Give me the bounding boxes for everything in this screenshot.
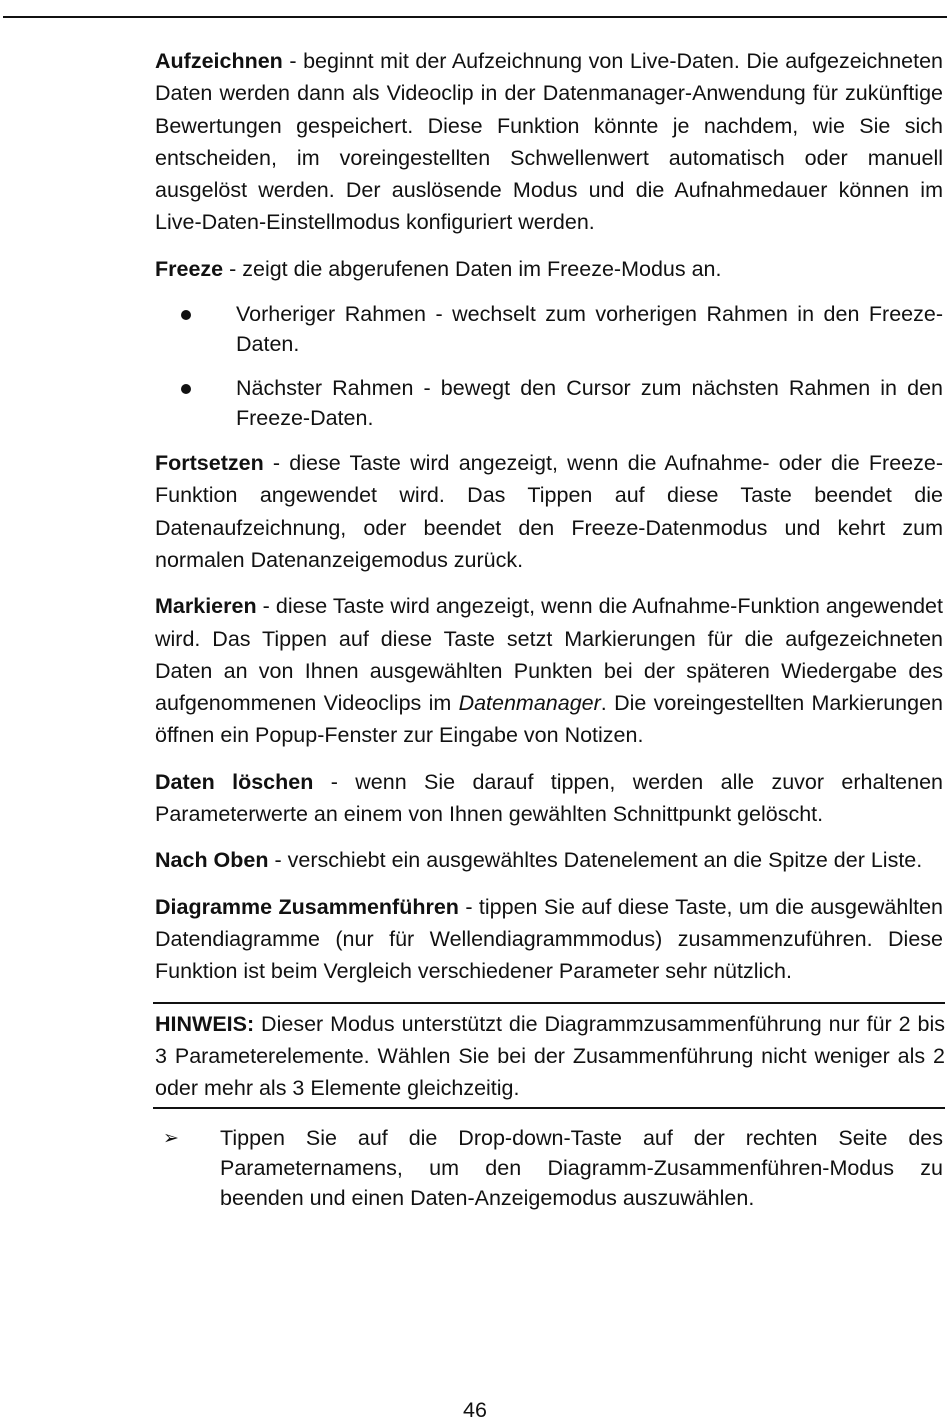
list-item [155, 373, 943, 433]
description-daten-loeschen: - wenn Sie darauf tippen, werden alle zuvor erhaltenen Parameterwerte an einem von Ihnen gewählten Schnittpunkt gelöscht. [155, 769, 944, 827]
arrow-list-item [155, 1123, 943, 1213]
page-content [155, 45, 943, 1213]
description-nach-oben: - verschiebt ein ausgewähltes Datenelement an die Spitze der Liste. [268, 848, 923, 873]
description-fortsetzen: - diese Taste wird angezeigt, wenn die Aufnahme- oder die Freeze-Funktion angewendet wird. Das Tippen auf diese Taste beendet die Datenaufzeichnung, oder beendet den Freeze-Datenmodus und kehrt zum normalen Datenanzeigemodus zurück. [155, 451, 943, 572]
freeze-bullet-list [155, 299, 943, 433]
page-number: 46 [463, 1398, 487, 1422]
top-rule [3, 16, 947, 18]
bullet-dot-icon [181, 310, 191, 320]
paragraph-daten-loeschen [155, 766, 943, 831]
note-box [153, 1002, 945, 1110]
paragraph-diagramme [155, 891, 943, 988]
note-text: Dieser Modus unterstützt die Diagrammzusammenführung nur für 2 bis 3 Parameterelemente. Wählen Sie bei der Zusammenführung nicht weniger als 2 oder mehr als 3 Elemente gleichzeitig. [155, 1011, 945, 1101]
description-aufzeichnen: - beginnt mit der Aufzeichnung von Live-Daten. Die aufgezeichneten Daten werden dann als Videoclip in der Datenmanager-Anwendung für zukünftige Bewertungen gespeichert. Diese Funktion könnte je nachdem, wie Sie sich entscheiden, im voreingestellten Schwellenwert automatisch oder manuell ausgelöst werden. Der auslösende Modus und die Aufnahmedauer können im Live-Daten-Einstellmodus konfiguriert werden. [155, 49, 943, 235]
term-daten-loeschen: Daten löschen [155, 769, 314, 794]
term-nach-oben: Nach Oben [155, 848, 269, 873]
list-item [155, 299, 943, 359]
paragraph-fortsetzen [155, 447, 943, 576]
list-item-text: Nächster Rahmen - bewegt den Cursor zum nächsten Rahmen in den Freeze-Daten. [236, 376, 943, 431]
term-diagramme: Diagramme Zusammenführen [155, 894, 459, 919]
paragraph-aufzeichnen [155, 45, 943, 239]
bullet-dot-icon [181, 384, 191, 394]
note-paragraph [155, 1008, 945, 1105]
description-diagramme: - tippen Sie auf diese Taste, um die ausgewählten Datendiagramme (nur für Wellendiagrammmodus) zusammenzuführen. Diese Funktion ist beim Vergleich verschiedener Parameter sehr nützlich. [155, 894, 944, 984]
arrow-bullet-icon: ➢ [163, 1127, 179, 1150]
list-item-text: Vorheriger Rahmen - wechselt zum vorherigen Rahmen in den Freeze-Daten. [236, 302, 943, 357]
note-label: HINWEIS: [155, 1011, 255, 1036]
term-fortsetzen: Fortsetzen [155, 451, 264, 476]
paragraph-markieren [155, 590, 943, 751]
description-markieren-start: - diese Taste wird angezeigt, wenn die Aufnahme-Funktion angewendet wird. Das Tippen auf diese Taste setzt Markierungen für die aufgezeichneten Daten an von Ihnen ausgewählten Punkten bei der späteren Wiedergabe des aufgenommenen Videoclips im [155, 594, 943, 716]
term-markieren: Markieren [155, 594, 257, 619]
description-freeze: - zeigt die abgerufenen Daten im Freeze-Modus an. [223, 256, 722, 281]
paragraph-freeze [155, 253, 943, 285]
paragraph-nach-oben [155, 844, 943, 876]
emphasis-datenmanager: Datenmanager [458, 691, 601, 716]
arrow-item-text: Tippen Sie auf die Drop-down-Taste auf der rechten Seite des Parameternamens, um den Diagramm-Zusammenführen-Modus zu beenden und einen Daten-Anzeigemodus auszuwählen. [220, 1126, 943, 1211]
term-aufzeichnen: Aufzeichnen [155, 49, 283, 73]
description-markieren-end: . Die voreingestellten Markierungen öffnen ein Popup-Fenster zur Eingabe von Notizen. [155, 691, 943, 748]
term-freeze: Freeze [155, 256, 224, 281]
